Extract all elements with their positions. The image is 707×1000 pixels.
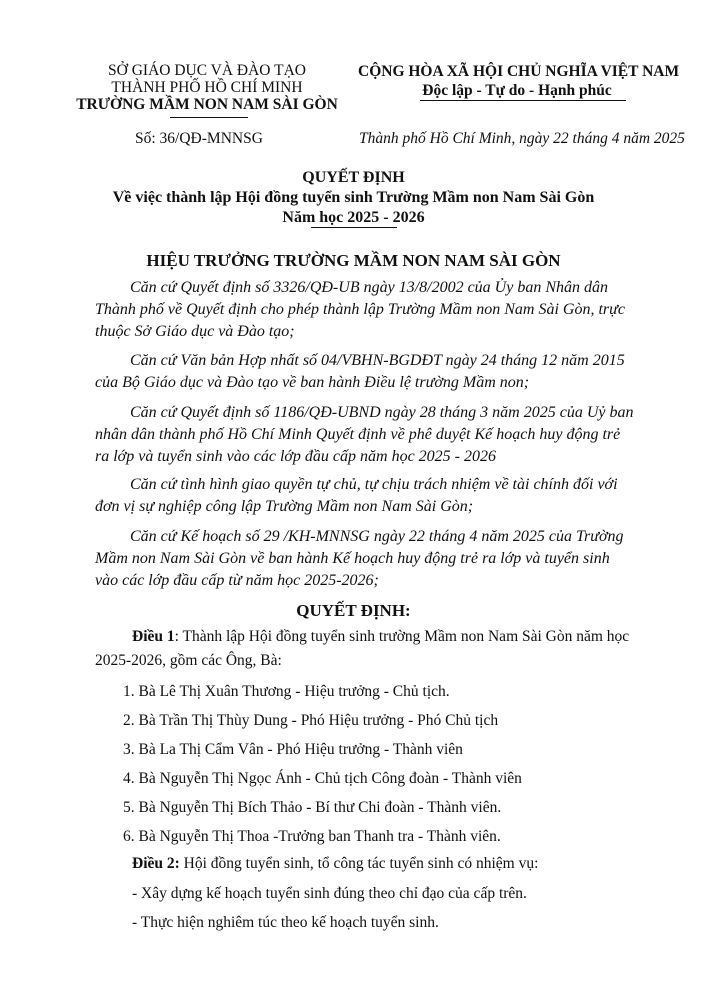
member-item: 6. Bà Nguyễn Thị Thoa -Trưởng ban Thanh tra - Thành viên. (123, 828, 501, 845)
article-1-text-cont: 2025-2026, gồm các Ông, Bà: (95, 652, 282, 669)
article-1-text: : Thành lập Hội đồng tuyển sinh trường Mầm non Nam Sài Gòn năm học (174, 628, 630, 645)
authority-heading: HIỆU TRƯỞNG TRƯỜNG MẦM NON NAM SÀI GÒN (146, 251, 561, 270)
basis-line: của Bộ Giáo dục và Đào tạo về ban hành Điều lệ trường Mầm non; (95, 374, 530, 391)
article-1 (132, 628, 629, 646)
basis-line: nhân dân thành phố Hồ Chí Minh Quyết định về phê duyệt Kế hoạch huy động trẻ (95, 426, 621, 443)
legal-basis-2 (95, 350, 660, 394)
basis-line: thuộc Sở Giáo dục và Đào tạo; (95, 323, 295, 340)
basis-line: đơn vị sự nghiệp công lập Trường Mầm non Nam Sài Gòn; (95, 498, 474, 515)
article-2 (132, 855, 538, 873)
decision-heading: QUYẾT ĐỊNH: (296, 601, 411, 620)
motto-underline (420, 100, 626, 101)
duty-item: - Thực hiện nghiêm túc theo kế hoạch tuyển sinh. (132, 914, 439, 931)
basis-line: Mầm non Nam Sài Gòn về ban hành Kế hoạch huy động trẻ ra lớp và tuyển sinh (95, 550, 610, 567)
basis-line: Căn cứ tình hình giao quyền tự chủ, tự chịu trách nhiệm về tài chính đối với (130, 476, 618, 493)
title-underline (311, 227, 397, 228)
legal-basis-4 (95, 474, 660, 518)
article-2-label: Điều 2: (132, 855, 180, 872)
document-subject: Về việc thành lập Hội đồng tuyển sinh Trường Mầm non Nam Sài Gòn (112, 189, 595, 206)
member-item: 3. Bà La Thị Cẩm Vân - Phó Hiệu trưởng - Thành viên (123, 741, 463, 758)
national-name: CỘNG HÒA XÃ HỘI CHỦ NGHĨA VIỆT NAM (358, 63, 680, 80)
document-date: Thành phố Hồ Chí Minh, ngày 22 tháng 4 năm 2025 (359, 130, 685, 147)
national-motto: Độc lập - Tự do - Hạnh phúc (422, 82, 612, 99)
member-item: 4. Bà Nguyễn Thị Ngọc Ánh - Chủ tịch Công đoàn - Thành viên (123, 770, 522, 787)
duty-item: - Xây dựng kế hoạch tuyển sinh đúng theo chỉ đạo của cấp trên. (132, 885, 527, 902)
basis-line: ra lớp và tuyển sinh vào các lớp đầu cấp năm học 2025 - 2026 (95, 448, 497, 465)
document-number: Số: 36/QĐ-MNNSG (135, 130, 263, 147)
member-item: 5. Bà Nguyễn Thị Bích Thảo - Bí thư Chi đoàn - Thành viên. (123, 799, 502, 816)
legal-basis-5 (95, 526, 660, 592)
issuer-department: SỞ GIÁO DỤC VÀ ĐÀO TẠO (108, 62, 306, 79)
issuer-block (72, 62, 342, 113)
issuer-city: THÀNH PHỐ HỒ CHÍ MINH (111, 79, 303, 96)
article-1-label: Điều 1 (132, 628, 175, 645)
basis-line: vào các lớp đầu cấp từ năm học 2025-2026; (95, 572, 379, 589)
legal-basis-3 (95, 402, 660, 468)
article-2-text: Hội đồng tuyển sinh, tổ công tác tuyển sinh có nhiệm vụ: (179, 855, 539, 872)
issuer-school: TRƯỜNG MẦM NON NAM SÀI GÒN (76, 96, 338, 113)
member-item: 2. Bà Trần Thị Thùy Dung - Phó Hiệu trưởng - Phó Chủ tịch (123, 712, 499, 729)
basis-line: Căn cứ Quyết định số 1186/QĐ-UBND ngày 28 tháng 3 năm 2025 của Uỷ ban (130, 404, 634, 421)
legal-basis-1 (95, 277, 660, 343)
member-item: 1. Bà Lê Thị Xuân Thương - Hiệu trưởng - Chủ tịch. (123, 683, 450, 700)
school-year: Năm học 2025 - 2026 (282, 209, 425, 226)
basis-line: Căn cứ Quyết định số 3326/QĐ-UB ngày 13/8/2002 của Ủy ban Nhân dân (130, 279, 609, 296)
issuer-underline (170, 117, 248, 118)
basis-line: Thành phố về Quyết định cho phép thành lập Trường Mầm non Nam Sài Gòn, trực (95, 301, 625, 318)
basis-line: Căn cứ Văn bản Hợp nhất số 04/VBHN-BGDĐT ngày 24 tháng 12 năm 2015 (130, 352, 625, 369)
national-heading (358, 62, 680, 100)
document-title-block (0, 168, 707, 228)
basis-line: Căn cứ Kế hoạch số 29 /KH-MNNSG ngày 22 tháng 4 năm 2025 của Trường (130, 528, 624, 545)
document-title: QUYẾT ĐỊNH (302, 169, 405, 186)
